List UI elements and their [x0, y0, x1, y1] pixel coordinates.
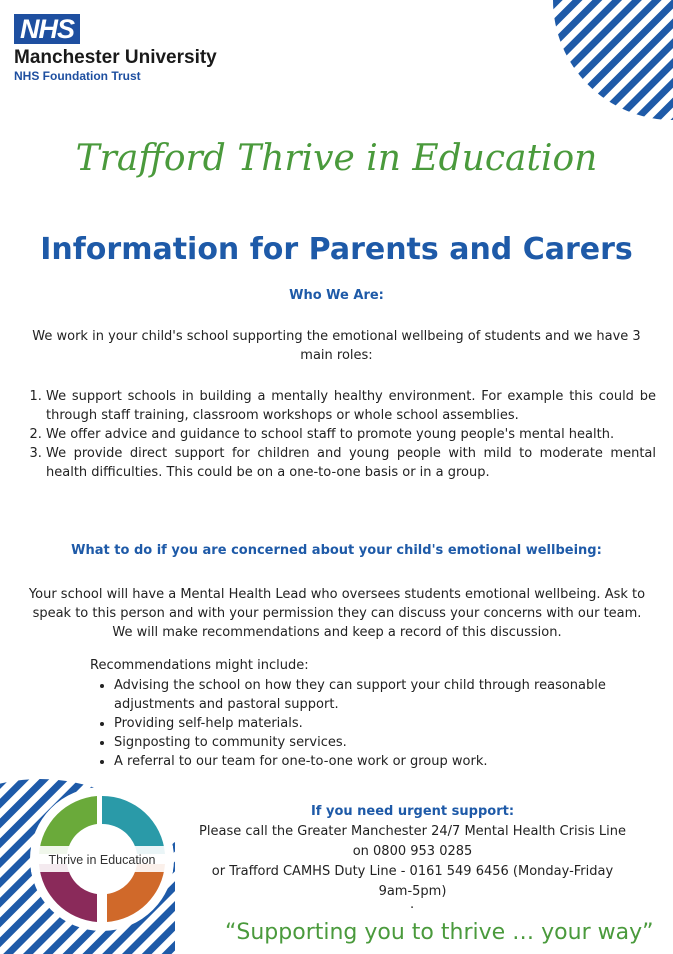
- urgent-heading: If you need urgent support:: [310, 804, 515, 819]
- nhs-logo: [14, 14, 217, 83]
- roles-list: [30, 387, 656, 482]
- brand-title: Trafford Thrive in Education: [75, 138, 598, 179]
- stripe-decoration-top-right: [533, 0, 673, 120]
- page-title: Information for Parents and Carers: [40, 232, 633, 267]
- org-subtitle: NHS Foundation Trust: [14, 69, 141, 83]
- trailing-dot: .: [410, 897, 415, 912]
- list-item: • Advising the school on how they can support your child through reasonable adjustments and pastoral support.: [114, 676, 634, 714]
- urgent-support: [195, 802, 630, 902]
- tagline: “Supporting you to thrive … your way”: [225, 920, 654, 945]
- concerned-body: Your school will have a Mental Health Lead who oversees students emotional wellbeing. Ask to speak to this person and with your permission they can discuss your concerns with our team. We will make recommendations and keep a record of this discussion.: [28, 587, 646, 640]
- camhs-line-text: or Trafford CAMHS Duty Line - 0161 549 6456 (Monday-Friday 9am-5pm): [211, 864, 614, 899]
- list-item: • A referral to our team for one-to-one work or group work.: [114, 752, 634, 771]
- list-item: 1. We support schools in building a mentally healthy environment. For example this could be through staff training, classroom workshops or whole school assemblies.: [46, 387, 656, 425]
- crisis-line-text: Please call the Greater Manchester 24/7 Mental Health Crisis Line on 0800 953 0285: [199, 824, 626, 859]
- list-item: • Signposting to community services.: [114, 733, 634, 752]
- who-we-are-intro: We work in your child's school supporting the emotional wellbeing of students and we have 3 main roles:: [32, 329, 641, 363]
- org-name: Manchester University: [14, 47, 217, 68]
- list-item: 3. We provide direct support for children and young people with mild to moderate mental health difficulties. This could be on a one-to-one basis or in a group.: [46, 444, 656, 482]
- list-item: • Providing self-help materials.: [114, 714, 634, 733]
- nhs-mark: NHS: [14, 14, 80, 44]
- recommendations-intro: Recommendations might include:: [90, 658, 309, 673]
- concerned-heading: What to do if you are concerned about your child's emotional wellbeing:: [71, 543, 602, 558]
- who-we-are-heading: Who We Are:: [289, 288, 384, 303]
- list-item: 2. We offer advice and guidance to school staff to promote young people's mental health.: [46, 425, 656, 444]
- thrive-logo-text: Thrive in Education: [48, 853, 156, 867]
- thrive-in-education-logo: [27, 784, 177, 934]
- recommendations-list: [92, 676, 634, 771]
